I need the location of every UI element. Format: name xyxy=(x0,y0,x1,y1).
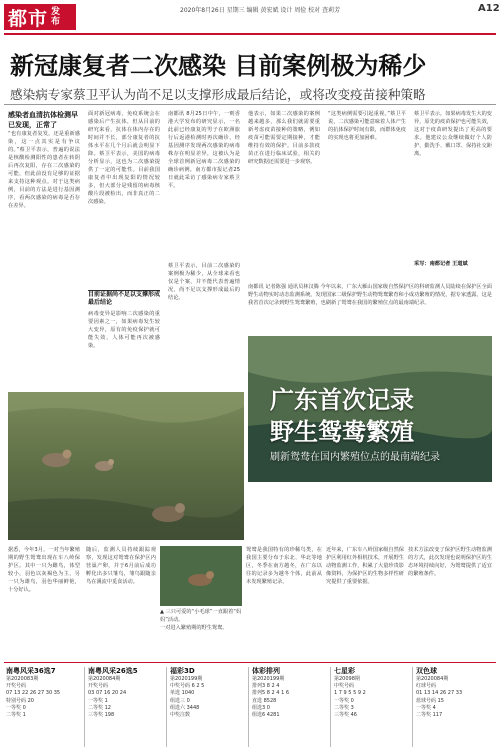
top-col-6 xyxy=(414,110,492,280)
lottery-panel xyxy=(416,666,494,719)
logo-subtext: 发布 xyxy=(51,7,61,27)
lottery-line: 二等奖 1 xyxy=(6,712,26,719)
lottery-line: 01 13 14 26 27 33 xyxy=(416,690,463,697)
lottery-line: 开奖号码 xyxy=(6,683,27,690)
lottery-line: 第2020199期 xyxy=(252,676,285,682)
lottery-panel xyxy=(170,666,246,719)
lottery-line: 三等奖 46 xyxy=(334,712,357,719)
duckling-photo-image xyxy=(160,546,242,606)
lottery-line: 组选6 4281 xyxy=(252,712,280,719)
lottery-line: 一等奖 1 xyxy=(88,697,108,704)
lottery-line: 一等奖 0 xyxy=(334,697,354,704)
lottery-line: 一等奖 4 xyxy=(416,704,436,711)
lottery-line: 排列3 8 2 4 xyxy=(252,683,280,690)
masthead xyxy=(0,0,500,34)
lottery-bar xyxy=(4,662,496,751)
logo-text: 都市 xyxy=(8,7,49,30)
lottery-line: 组选六 3448 xyxy=(170,704,200,711)
lottery-line: 1 7 9 5 5 9 2 xyxy=(334,690,366,697)
duckling-photo xyxy=(160,546,242,606)
second-col-6: 技术方法改变了保护区野生动物监测的方式，此次发现也说明保护区的生态环境持续向好，为鸳鸯提供了适宜的繁殖条件。 xyxy=(408,547,492,577)
lottery-line: 一等奖 0 xyxy=(6,704,26,711)
second-col-1: 据悉，今年3月，一对当年繁殖期的野生鸳鸯出现在车八岭保护区。其中一只为雌鸟，体型较小，羽色以灰褐色为主，另一只为雄鸟，羽色华丽鲜艳，十分好认。 xyxy=(8,547,80,593)
lottery-title: 福彩3D xyxy=(170,667,195,675)
ducks-photo xyxy=(8,392,244,540)
lottery-title: 双色球 xyxy=(416,667,437,675)
top-col-2b: 病毒变异是影响二次感染的重要因素之一，如果病毒发生较大变异，原有的免疫保护就可能失效，人体可能再次被感染。 xyxy=(88,311,160,349)
second-lede-box xyxy=(248,283,492,335)
lottery-line: 特别号码 20 xyxy=(6,697,34,704)
lottery-line: 蓝球号码 15 xyxy=(416,697,444,704)
body-text: “也有康复者复发，还是重新感染，这一点其实是有争议的。”蔡卫平表示，普遍的说法是核酸检测阳性的患者在转阴后再次复阳，存在二次感染的可能，但此前没有足够的证据来支持这种观点。对于这类病例，目前的方法是进行基因测序，看两次感染的病毒是否存在差异。 xyxy=(8,131,80,209)
lottery-line: 中奖号码 xyxy=(334,683,355,690)
top-col-5: “这类病例需要引起重视。”蔡卫平说，二次感染可能意味着人体产生的抗体保护时间有限，而群体免疫的实现也将更加困难。 xyxy=(328,111,406,141)
masthead-rule xyxy=(4,33,496,35)
lottery-title: 七星彩 xyxy=(334,667,355,675)
lottery-panel xyxy=(252,666,328,719)
lottery-line: 中奖注数 xyxy=(170,712,191,719)
section-logo xyxy=(4,4,76,30)
lottery-line: 第2020083期 xyxy=(6,676,39,682)
lottery-line: 组选3 0 xyxy=(252,704,270,711)
lottery-line: 开奖号码 xyxy=(88,683,109,690)
lottery-panel xyxy=(6,666,82,719)
side-heading: 感染者血清抗体检测早已发现，正常了 xyxy=(8,111,78,129)
top-col-3b: 蔡卫平表示，目前二次感染的案例极为稀少，从全球来看也仅是个案，并不能代表普遍情况，尚不足以支撑形成最后的结论。 xyxy=(168,263,240,301)
lottery-line: 排列5 8 2 4 1 6 xyxy=(252,690,290,697)
lottery-line: 三等奖 198 xyxy=(88,712,115,719)
lottery-panel xyxy=(334,666,410,719)
second-col-4: 鸳鸯是我国特有的珍稀鸟类，在我国主要分布于东北、华北等地区，冬季在南方越冬，在广东以往的记录多为越冬个体，此前从未发现繁殖记录。 xyxy=(246,547,322,585)
subsection-heading: 目前证据尚不足以支撑形成最后结论 xyxy=(88,291,161,306)
lottery-line: 二等奖 117 xyxy=(416,712,443,719)
subsection-rule xyxy=(88,290,160,307)
byline: 采写：南都记者 王道斌 xyxy=(414,261,468,267)
second-lede: 南都讯 记者陈强 通讯员林汉腾 今年以来，广东大雁山国家级自然保护区的科研监测人员陆续在保护区全面野生动物实时动态监测系统，发现国家二级保护野生动物鸳鸯繁育和小成功繁殖的情况，据专家透露，这是我省首次记录到野生鸳鸯繁殖，也刷新了鸳鸯在我国的繁殖位点的最南端纪录。 xyxy=(248,284,492,306)
lottery-line: 二等奖 3 xyxy=(334,704,354,711)
top-subhead: 感染病专家蔡卫平认为尚不足以支撑形成最后结论，或将改变疫苗接种策略 xyxy=(10,87,426,102)
page-number: A12 xyxy=(478,3,500,14)
top-col-4: 他表示，如果二次感染的案例越来越多，那么我们就需要重新考虑疫苗接种的策略，例如疫苗可能需要定期接种，才能维持有效的保护。目前多款疫苗正在进行临床试验，相关的研究数据还需要进一步观察。 xyxy=(248,111,320,165)
body-text: 蔡卫平表示，如果病毒发生大的变异，原先的疫苗保护也可能失效，这对于疫苗研发提出了更高的要求。他建议公众继续做好个人防护，勤洗手、戴口罩、保持社交距离。 xyxy=(414,111,492,157)
lottery-line: 中奖号码 6 2 5 xyxy=(170,683,205,690)
lottery-line: 直选 8528 xyxy=(252,697,277,704)
lottery-line: 二等奖 12 xyxy=(88,704,111,711)
lottery-line: 第2020084期 xyxy=(416,676,449,682)
second-col-2: 随后，监测人员持续跟踪观察，发现这对鸳鸯在保护区内营巢产卵，并于6月前后成功孵化出多只雏鸟，雏鸟跟随亲鸟在溪流中觅食活动。 xyxy=(86,547,156,585)
lottery-line: 组选三 0 xyxy=(170,697,190,704)
second-headline-1: 广东首次记录 xyxy=(270,386,414,414)
lottery-line: 红球号码 xyxy=(416,683,437,690)
lottery-line: 第2020199期 xyxy=(170,676,203,682)
second-subhead: 刷新鸳鸯在国内繁殖位点的最南端纪录 xyxy=(270,452,440,463)
second-col-5: 近年来，广东车八岭国家级自然保护区利用红外相机技术，开展野生动物监测工作，积累了大量珍贵影像资料，为保护区的生物多样性研究提供了重要依据。 xyxy=(326,547,404,585)
ducks-photo-image xyxy=(8,392,244,540)
lottery-title: 南粤风采36选7 xyxy=(6,667,56,675)
top-col-2: 面对新冠病毒，免疫系统会在感染后产生抗体，但从目前的研究来看，抗体在体内存在的时间并不长，部分康复者的抗体水平在几个月后就会明显下降。蔡卫平表示，美国的病毒分析显示，这也为二次感染提供了一定的可能性。目前我国康复者中出现复阳的情况较多，但大部分是残留的病毒核酸片段被检出，而非真正的二次感染。 xyxy=(88,111,160,205)
masthead-meta: 2020年8月26日 星期三 编辑 黄宏斌 设计 周俭 校对 查莉芳 xyxy=(180,7,341,14)
top-col-3: 南都讯 8月25日中午，一则香港大学发布的研究显示，一名此前已经康复的男子在欧洲旅行后返港检测时再次确诊，经基因测序发现两次感染的病毒株存在明显差异，这被认为是全球首例新冠病毒二次感染的确诊病例。南方都市报记者25日就此采访了感染病专家蔡卫平。 xyxy=(168,111,240,189)
photo-caption: ▲ 三只可爱的“小毛球”一直跟着“妈妈”活动。 一对进入繁殖期的野生鸳鸯。 xyxy=(160,609,242,631)
lottery-line: 单选 1040 xyxy=(170,690,195,697)
lottery-line: 03 07 16 20 24 xyxy=(88,690,127,697)
lottery-title: 南粤风采26选5 xyxy=(88,667,138,675)
lottery-line: 第20098期 xyxy=(334,676,360,682)
lottery-line: 07 13 22 26 27 30 35 xyxy=(6,690,61,697)
second-headline-2: 野生鸳鸯繁殖 xyxy=(270,418,414,446)
lottery-panel xyxy=(88,666,164,719)
lottery-line: 第2020084期 xyxy=(88,676,121,682)
top-col-1 xyxy=(8,110,80,310)
top-headline: 新冠康复者二次感染 目前案例极为稀少 xyxy=(10,52,427,80)
lottery-title: 体彩排列 xyxy=(252,667,280,675)
divider xyxy=(4,104,496,105)
